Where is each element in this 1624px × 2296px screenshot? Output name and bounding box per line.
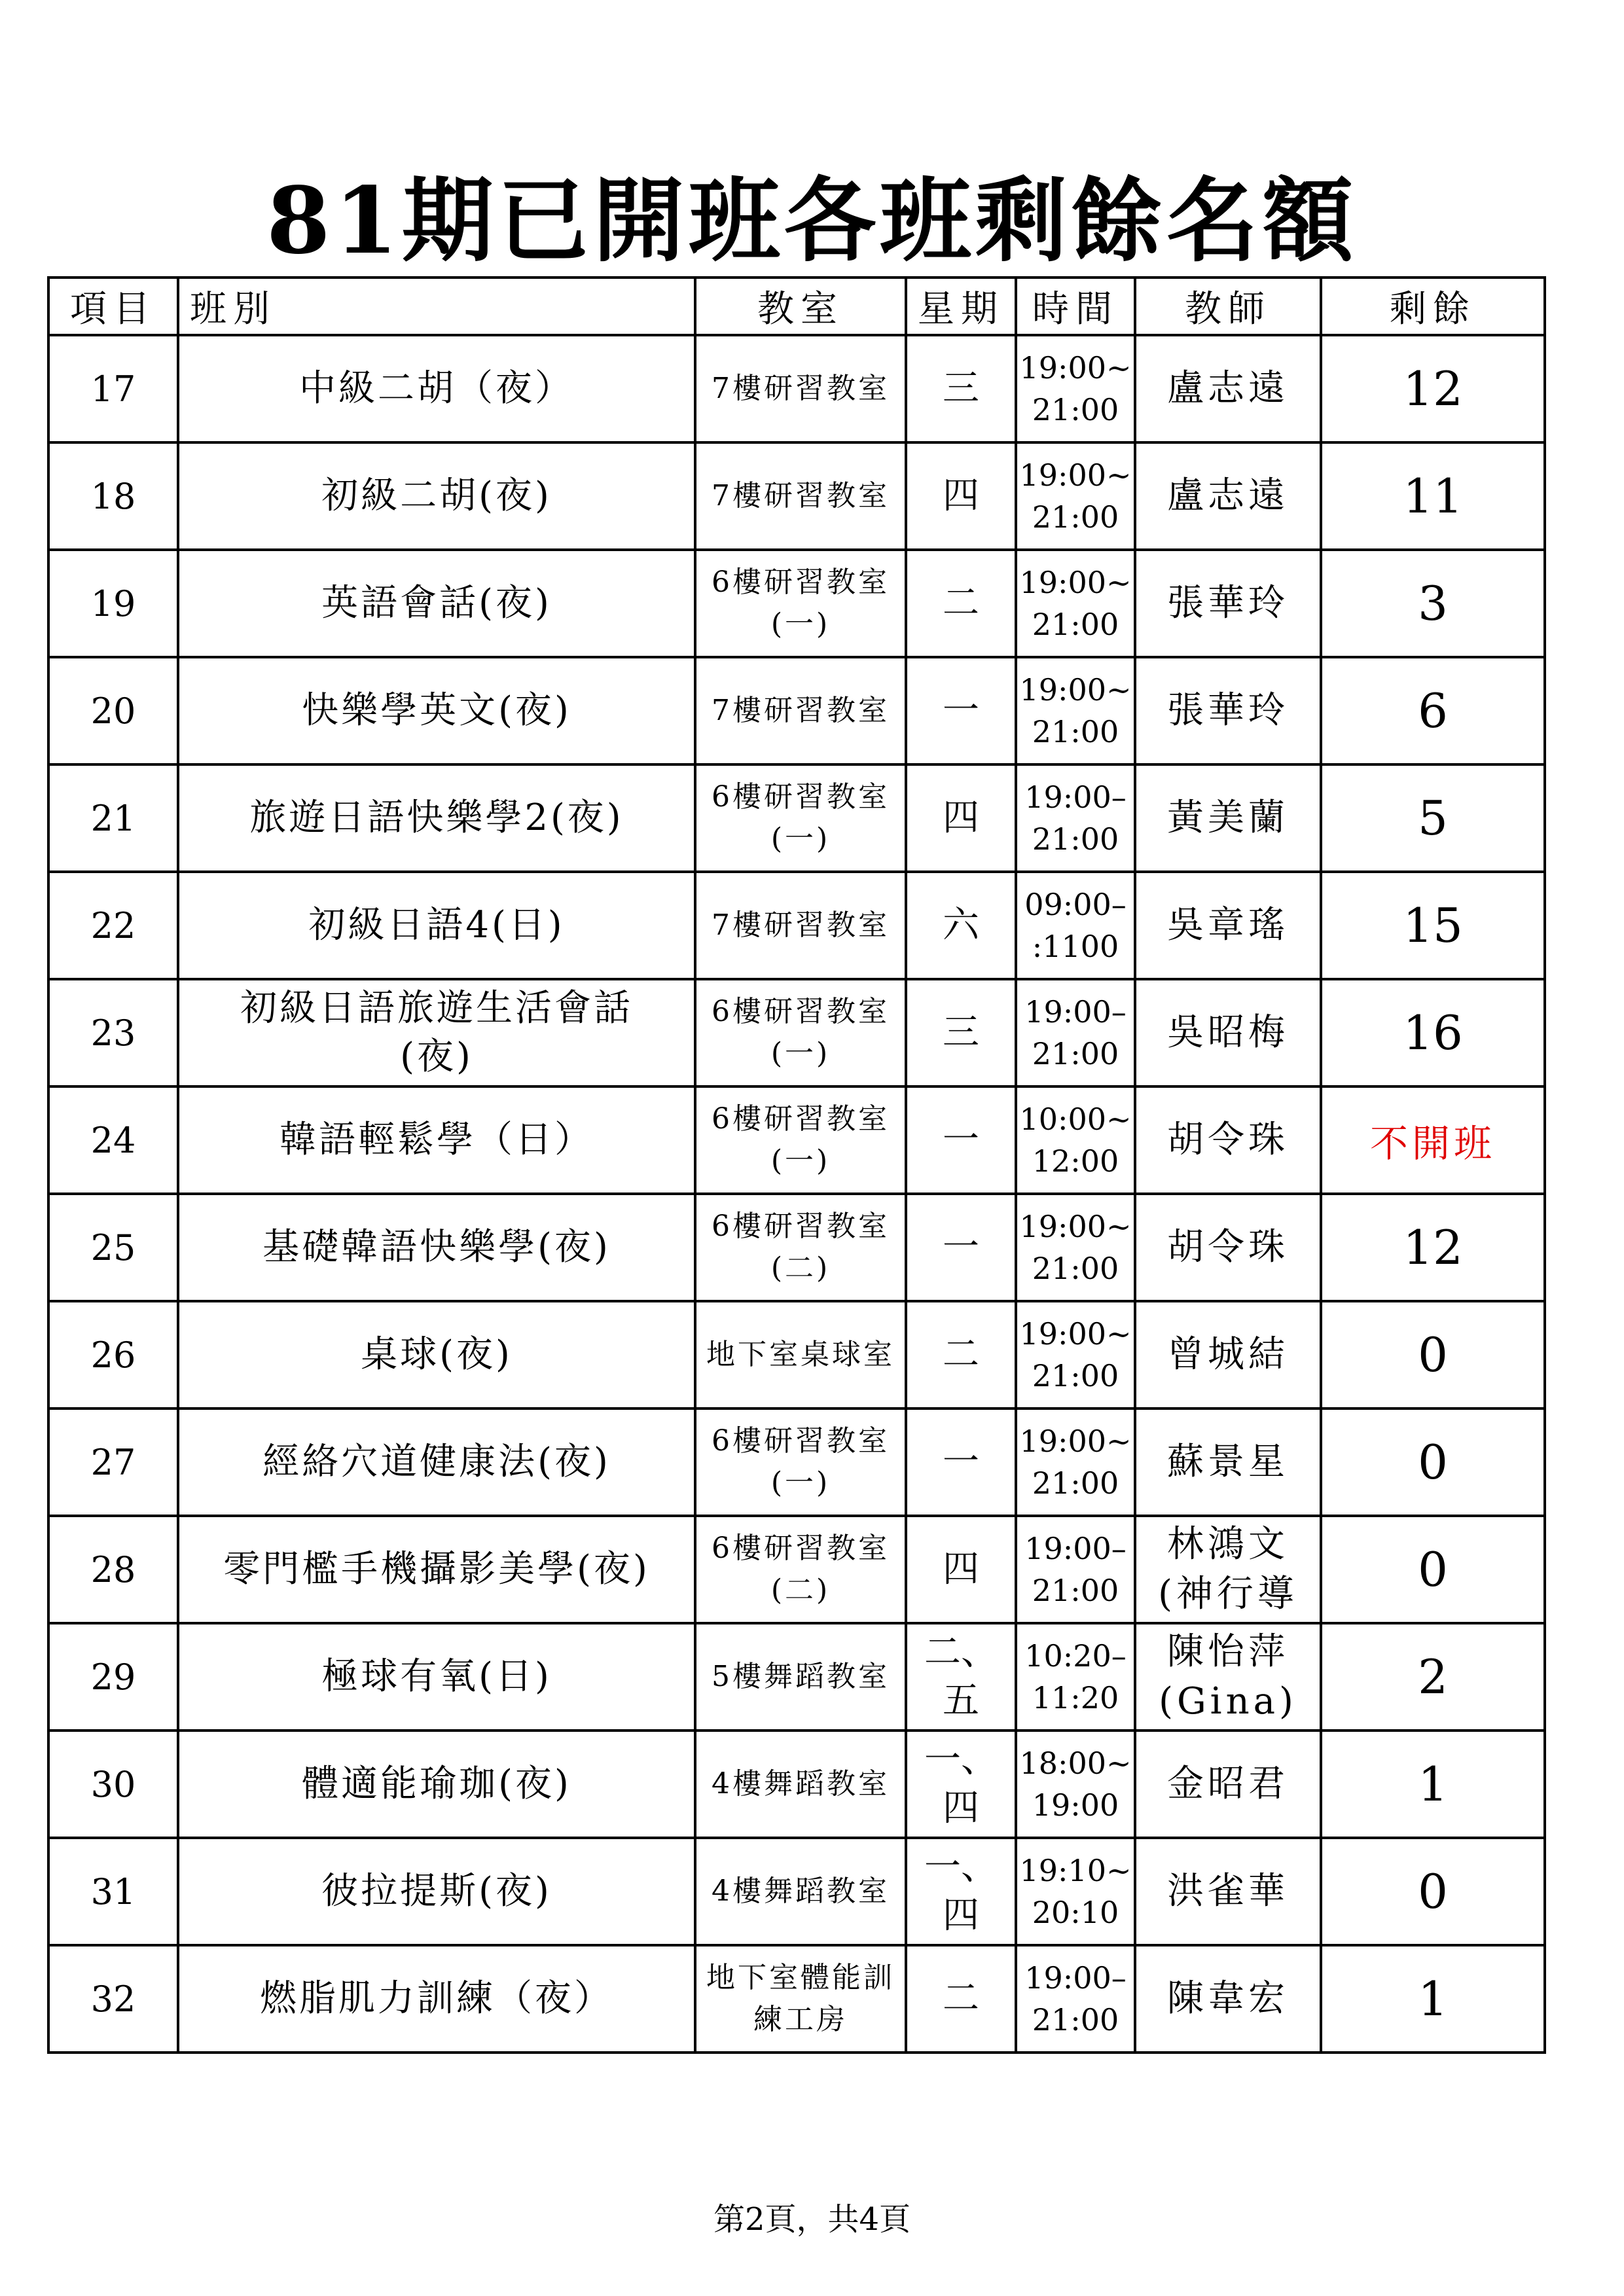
cell-item-no: 25 xyxy=(48,1194,178,1301)
cell-time: 09:00– :1100 xyxy=(1016,872,1135,979)
cell-remaining: 12 xyxy=(1321,335,1545,442)
cell-time: 10:20– 11:20 xyxy=(1016,1623,1135,1731)
table-row xyxy=(48,1623,1545,1731)
table-row xyxy=(48,657,1545,764)
cell-remaining: 6 xyxy=(1321,657,1545,764)
cell-time: 19:00~ 21:00 xyxy=(1016,1194,1135,1301)
cell-time: 19:00~ 21:00 xyxy=(1016,657,1135,764)
cell-class-name: 體適能瑜珈(夜) xyxy=(178,1731,695,1838)
cell-time: 10:00~ 12:00 xyxy=(1016,1086,1135,1194)
cell-item-no: 21 xyxy=(48,764,178,872)
cell-item-no: 28 xyxy=(48,1516,178,1623)
cell-remaining: 1 xyxy=(1321,1731,1545,1838)
cell-teacher: 胡令珠 xyxy=(1135,1194,1321,1301)
cell-teacher: 張華玲 xyxy=(1135,657,1321,764)
cell-classroom: 6樓研習教室 (一) xyxy=(695,764,906,872)
cell-classroom: 7樓研習教室 xyxy=(695,442,906,550)
cell-class-name: 燃脂肌力訓練（夜） xyxy=(178,1945,695,2053)
cell-teacher: 陳韋宏 xyxy=(1135,1945,1321,2053)
cell-time: 19:00– 21:00 xyxy=(1016,1945,1135,2053)
cell-class-name: 初級日語4(日) xyxy=(178,872,695,979)
cell-teacher: 張華玲 xyxy=(1135,550,1321,657)
cell-teacher: 黃美蘭 xyxy=(1135,764,1321,872)
cell-teacher: 胡令珠 xyxy=(1135,1086,1321,1194)
cell-item-no: 19 xyxy=(48,550,178,657)
cell-time: 19:00~ 21:00 xyxy=(1016,335,1135,442)
table-row xyxy=(48,442,1545,550)
cell-weekday: 二 xyxy=(906,1301,1016,1408)
cell-weekday: 一、 四 xyxy=(906,1731,1016,1838)
header-teacher: 教師 xyxy=(1135,278,1321,335)
cell-remaining: 15 xyxy=(1321,872,1545,979)
cell-class-name: 經絡穴道健康法(夜) xyxy=(178,1408,695,1516)
cell-weekday: 四 xyxy=(906,1516,1016,1623)
cell-item-no: 17 xyxy=(48,335,178,442)
cell-teacher: 林鴻文 (神行導 xyxy=(1135,1516,1321,1623)
cell-time: 19:00– 21:00 xyxy=(1016,764,1135,872)
cell-classroom: 6樓研習教室 (一) xyxy=(695,1086,906,1194)
cell-classroom: 6樓研習教室 (一) xyxy=(695,550,906,657)
cell-item-no: 29 xyxy=(48,1623,178,1731)
cell-time: 19:00– 21:00 xyxy=(1016,979,1135,1086)
table-row xyxy=(48,1838,1545,1945)
cell-weekday: 六 xyxy=(906,872,1016,979)
header-class-name: 班別 xyxy=(178,278,695,335)
cell-remaining: 5 xyxy=(1321,764,1545,872)
cell-item-no: 30 xyxy=(48,1731,178,1838)
cell-weekday: 四 xyxy=(906,764,1016,872)
cell-weekday: 一、 四 xyxy=(906,1838,1016,1945)
cell-item-no: 27 xyxy=(48,1408,178,1516)
header-weekday: 星期 xyxy=(906,278,1016,335)
cell-item-no: 31 xyxy=(48,1838,178,1945)
cell-classroom: 7樓研習教室 xyxy=(695,335,906,442)
cell-item-no: 22 xyxy=(48,872,178,979)
cell-teacher: 洪雀華 xyxy=(1135,1838,1321,1945)
table-row xyxy=(48,979,1545,1086)
cell-class-name: 韓語輕鬆學（日） xyxy=(178,1086,695,1194)
table-row xyxy=(48,1086,1545,1194)
header-remaining: 剩餘 xyxy=(1321,278,1545,335)
cell-classroom: 4樓舞蹈教室 xyxy=(695,1838,906,1945)
cell-weekday: 一 xyxy=(906,1408,1016,1516)
cell-classroom: 7樓研習教室 xyxy=(695,657,906,764)
table-row xyxy=(48,1945,1545,2053)
table-row xyxy=(48,335,1545,442)
cell-teacher: 吳昭梅 xyxy=(1135,979,1321,1086)
table-row xyxy=(48,1516,1545,1623)
cell-item-no: 26 xyxy=(48,1301,178,1408)
table-row xyxy=(48,1194,1545,1301)
cell-class-name: 桌球(夜) xyxy=(178,1301,695,1408)
cell-remaining: 不開班 xyxy=(1321,1086,1545,1194)
cell-class-name: 基礎韓語快樂學(夜) xyxy=(178,1194,695,1301)
cell-weekday: 一 xyxy=(906,1086,1016,1194)
cell-weekday: 三 xyxy=(906,335,1016,442)
cell-class-name: 極球有氧(日) xyxy=(178,1623,695,1731)
cell-remaining: 0 xyxy=(1321,1516,1545,1623)
cell-weekday: 二 xyxy=(906,550,1016,657)
cell-classroom: 6樓研習教室 (一) xyxy=(695,1408,906,1516)
cell-classroom: 5樓舞蹈教室 xyxy=(695,1623,906,1731)
table-header-row xyxy=(48,278,1545,335)
cell-weekday: 一 xyxy=(906,1194,1016,1301)
table-row xyxy=(48,1301,1545,1408)
cell-teacher: 陳怡萍 (Gina) xyxy=(1135,1623,1321,1731)
cell-time: 19:00~ 21:00 xyxy=(1016,1408,1135,1516)
cell-teacher: 盧志遠 xyxy=(1135,442,1321,550)
cell-time: 19:00~ 21:00 xyxy=(1016,442,1135,550)
table-row xyxy=(48,1408,1545,1516)
table-row xyxy=(48,1731,1545,1838)
cell-remaining: 1 xyxy=(1321,1945,1545,2053)
cell-item-no: 23 xyxy=(48,979,178,1086)
table-row xyxy=(48,872,1545,979)
cell-remaining: 0 xyxy=(1321,1301,1545,1408)
cell-class-name: 英語會話(夜) xyxy=(178,550,695,657)
cell-classroom: 6樓研習教室 (二) xyxy=(695,1516,906,1623)
table-row xyxy=(48,764,1545,872)
cell-teacher: 曾城結 xyxy=(1135,1301,1321,1408)
cell-class-name: 彼拉提斯(夜) xyxy=(178,1838,695,1945)
cell-remaining: 0 xyxy=(1321,1838,1545,1945)
cell-time: 19:00– 21:00 xyxy=(1016,1516,1135,1623)
cell-time: 18:00~ 19:00 xyxy=(1016,1731,1135,1838)
cell-class-name: 初級二胡(夜) xyxy=(178,442,695,550)
cell-classroom: 4樓舞蹈教室 xyxy=(695,1731,906,1838)
cell-class-name: 旅遊日語快樂學2(夜) xyxy=(178,764,695,872)
cell-item-no: 20 xyxy=(48,657,178,764)
cell-classroom: 6樓研習教室 (一) xyxy=(695,979,906,1086)
page-footer: 第2頁，共4頁 xyxy=(713,2201,911,2238)
cell-remaining: 12 xyxy=(1321,1194,1545,1301)
cell-time: 19:00~ 21:00 xyxy=(1016,1301,1135,1408)
cell-teacher: 金昭君 xyxy=(1135,1731,1321,1838)
cell-classroom: 7樓研習教室 xyxy=(695,872,906,979)
cell-remaining: 2 xyxy=(1321,1623,1545,1731)
cell-remaining: 0 xyxy=(1321,1408,1545,1516)
cell-class-name: 快樂學英文(夜) xyxy=(178,657,695,764)
cell-time: 19:00~ 21:00 xyxy=(1016,550,1135,657)
cell-classroom: 地下室桌球室 xyxy=(695,1301,906,1408)
cell-weekday: 二 xyxy=(906,1945,1016,2053)
cell-teacher: 蘇景星 xyxy=(1135,1408,1321,1516)
cell-remaining: 11 xyxy=(1321,442,1545,550)
cell-teacher: 盧志遠 xyxy=(1135,335,1321,442)
cell-item-no: 18 xyxy=(48,442,178,550)
cell-remaining: 16 xyxy=(1321,979,1545,1086)
cell-item-no: 32 xyxy=(48,1945,178,2053)
table-row xyxy=(48,550,1545,657)
cell-classroom: 6樓研習教室 (二) xyxy=(695,1194,906,1301)
header-classroom: 教室 xyxy=(695,278,906,335)
page-title: 81期已開班各班剩餘名額 xyxy=(266,168,1358,275)
cell-weekday: 二、 五 xyxy=(906,1623,1016,1731)
cell-weekday: 一 xyxy=(906,657,1016,764)
cell-weekday: 四 xyxy=(906,442,1016,550)
cell-teacher: 吳章瑤 xyxy=(1135,872,1321,979)
cell-class-name: 零門檻手機攝影美學(夜) xyxy=(178,1516,695,1623)
class-remaining-table xyxy=(47,276,1546,2054)
cell-classroom: 地下室體能訓 練工房 xyxy=(695,1945,906,2053)
header-no: 項目 xyxy=(48,278,178,335)
cell-class-name: 初級日語旅遊生活會話 (夜) xyxy=(178,979,695,1086)
cell-time: 19:10~ 20:10 xyxy=(1016,1838,1135,1945)
cell-weekday: 三 xyxy=(906,979,1016,1086)
cell-item-no: 24 xyxy=(48,1086,178,1194)
header-time: 時間 xyxy=(1016,278,1135,335)
cell-class-name: 中級二胡（夜） xyxy=(178,335,695,442)
cell-remaining: 3 xyxy=(1321,550,1545,657)
